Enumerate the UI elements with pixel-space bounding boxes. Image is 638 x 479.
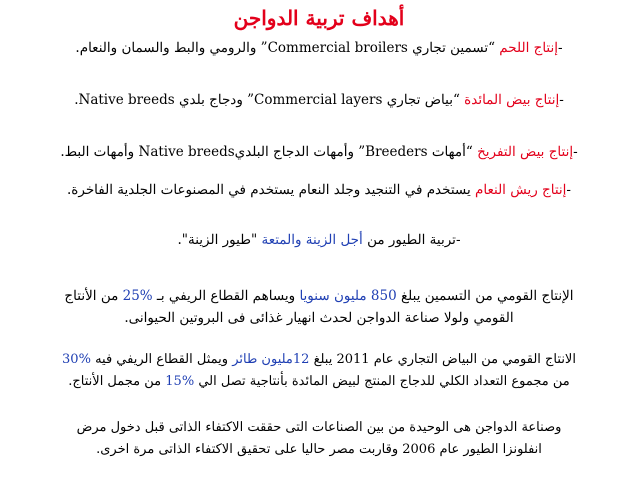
stat-text: الإنتاج القومي من التسمين يبلغ [396, 288, 574, 304]
goal-label: إنتاج بيض المائدة [464, 92, 560, 108]
goal-hatching-eggs [8, 142, 630, 162]
layers-stat-line-2 [8, 372, 630, 392]
goal-table-eggs [8, 90, 630, 110]
goal-text: "طيور الزينة". [177, 232, 262, 248]
goal-text: يستخدم في التنجيد وجلد النعام يستخدم في المصنوعات الجلدية الفاخرة. [67, 182, 476, 198]
closing-line-2: انفلونزا الطيور عام 2006 وقاربت مصر حاليا على تحقيق الاكتفاء الذاتى مرة اخرى. [96, 442, 542, 457]
goal-bullet: - [558, 40, 563, 56]
stat-text: الانتاج القومي من البياض التجاري عام 2011 يبلغ [309, 352, 576, 367]
goal-text: “بياض تجاري Commercial layers” ودجاج بلدي Native breeds. [74, 92, 465, 108]
stat-text: ويساهم القطاع الريفي بـ [152, 288, 300, 304]
goal-label: إنتاج بيض التفريخ [477, 144, 574, 160]
stat-share: 30% [62, 352, 91, 367]
goal-ostrich-feathers [8, 180, 630, 200]
goal-text: “تسمين تجاري Commercial broilers” والرومي والبط والسمان والنعام. [75, 40, 500, 56]
stat-text: من مجمل الأنتاج. [68, 374, 166, 389]
stat-amount: 850 مليون سنويا [299, 288, 397, 304]
stat-amount: 12مليون طائر [232, 352, 310, 367]
goal-bullet: - [455, 232, 461, 248]
closing-line-1: وصناعة الدواجن هى الوحيدة من بين الصناعات التى حققت الاكتفاء الذاتى قبل دخول مرض [76, 420, 562, 435]
goal-bullet: - [573, 144, 578, 160]
goal-ornamental [8, 230, 630, 250]
goal-meat [8, 38, 630, 58]
slide-title: أهداف تربية الدواجن [233, 6, 405, 30]
broilers-stat-line-1 [8, 286, 630, 306]
stat-text: من الأنتاج [64, 288, 123, 304]
goal-text: “أمهات Breeders” وأمهات الدجاج البلديNative breeds وأمهات البط. [60, 144, 478, 160]
layers-stat-line-1 [8, 350, 630, 370]
goal-label: إنتاج اللحم [499, 40, 559, 56]
stat-text: ويمثل القطاع الريفي فيه [90, 352, 233, 367]
goal-text: تربية الطيور من [362, 232, 456, 248]
stat-pct: 15% [165, 374, 195, 389]
goal-bullet: - [559, 92, 564, 108]
goal-label: إنتاج ريش النعام [475, 182, 567, 198]
stat-text: من مجموع التعداد الكلي للدجاج المنتج لبيض المائدة بأنتاجية تصل الي [194, 374, 570, 389]
goal-bullet: - [566, 182, 571, 198]
goal-label: أجل الزينة والمتعة [261, 232, 363, 248]
broilers-stat-line-2: القومي ولولا صناعة الدواجن لحدث انهيار غذائى فى البروتين الحيوانى. [124, 310, 514, 326]
stat-share: 25% [122, 288, 153, 304]
